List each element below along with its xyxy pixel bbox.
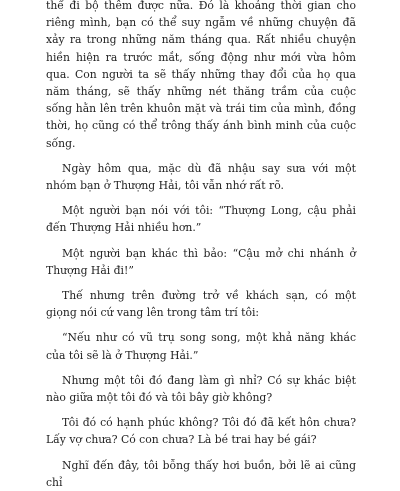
paragraph-1: thể đi bộ thêm được nữa. Đó là khoảng thời gian cho riêng mình, bạn có thể suy ngẫm về những chuyện đã xảy ra trong những năm tháng qua. Rất nhiều chuyện hiền hiện ra trước mắt, sống động như mới vừa hôm qua. Con người ta sẽ thấy những thay đổi của họ qua năm tháng, sẽ thấy những nét thăng trầm của cuộc sống hằn lên trên khuôn mặt và trái tim của mình, đồng thời, họ cũng có thể trông thấy ánh bình minh của cuộc sống. — [46, 0, 356, 150]
paragraph-2: Ngày hôm qua, mặc dù đã nhậu say sưa với một nhóm bạn ở Thượng Hải, tôi vẫn nhớ rất rõ. — [46, 161, 356, 193]
paragraph-6: “Nếu như có vũ trụ song song, một khả năng khác của tôi sẽ là ở Thượng Hải.” — [46, 331, 356, 362]
body-text — [46, 0, 356, 491]
paragraph-4: Một người bạn khác thì bảo: “Cậu mở chi nhánh ở Thượng Hải đi!” — [46, 246, 356, 277]
paragraph-9: Nghĩ đến đây, tôi bỗng thấy hơi buồn, bởi lẽ ai cũng chỉ — [46, 458, 356, 489]
paragraph-5: Thế nhưng trên đường trở về khách sạn, có một giọng nói cứ vang lên trong tâm trí tôi: — [46, 289, 356, 320]
paragraph-7: Nhưng một tôi đó đang làm gì nhỉ? Có sự khác biệt nào giữa một tôi đó và tôi bây giờ không? — [46, 373, 356, 405]
paragraph-8: Tôi đó có hạnh phúc không? Tôi đó đã kết hôn chưa? Lấy vợ chưa? Có con chưa? Là bé trai hay bé gái? — [46, 416, 356, 447]
paragraph-3: Một người bạn nói với tôi: “Thượng Long, cậu phải đến Thượng Hải nhiều hơn.” — [46, 204, 356, 235]
